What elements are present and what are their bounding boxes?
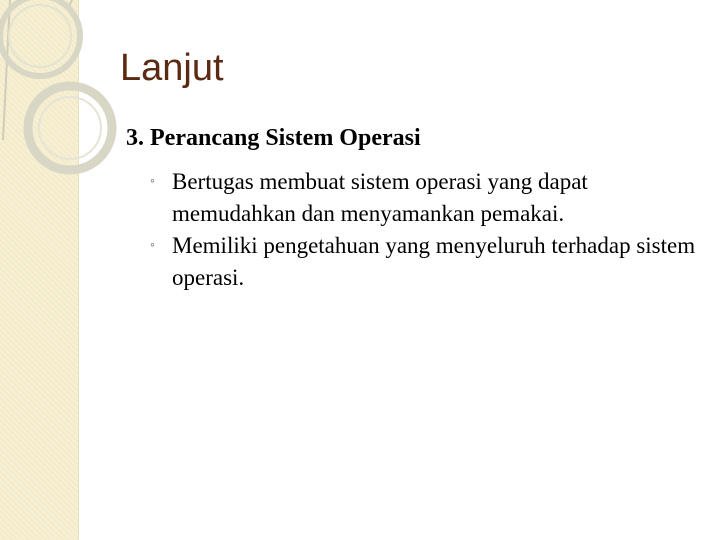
decorative-ring-top xyxy=(0,0,80,76)
bullet-circle-icon: ◦ xyxy=(150,238,155,253)
bullet-text: Memiliki pengetahuan yang menyeluruh terhadap sistem operasi. xyxy=(172,233,696,290)
bullet-item xyxy=(150,230,710,294)
bullet-list xyxy=(150,166,710,294)
bullet-circle-icon: ◦ xyxy=(150,174,155,189)
slide-title: Lanjut xyxy=(120,47,224,89)
section-heading: 3. Perancang Sistem Operasi xyxy=(126,125,421,151)
bullet-text: Bertugas membuat sistem operasi yang dapat memudahkan dan menyamankan pemakai. xyxy=(172,169,588,226)
decorative-ring-top-inner xyxy=(9,5,71,67)
decorative-ring-middle-inner xyxy=(39,97,101,159)
bullet-item xyxy=(150,166,710,230)
decorative-ring-middle xyxy=(28,86,112,170)
decorative-rings-graphic xyxy=(0,0,120,200)
